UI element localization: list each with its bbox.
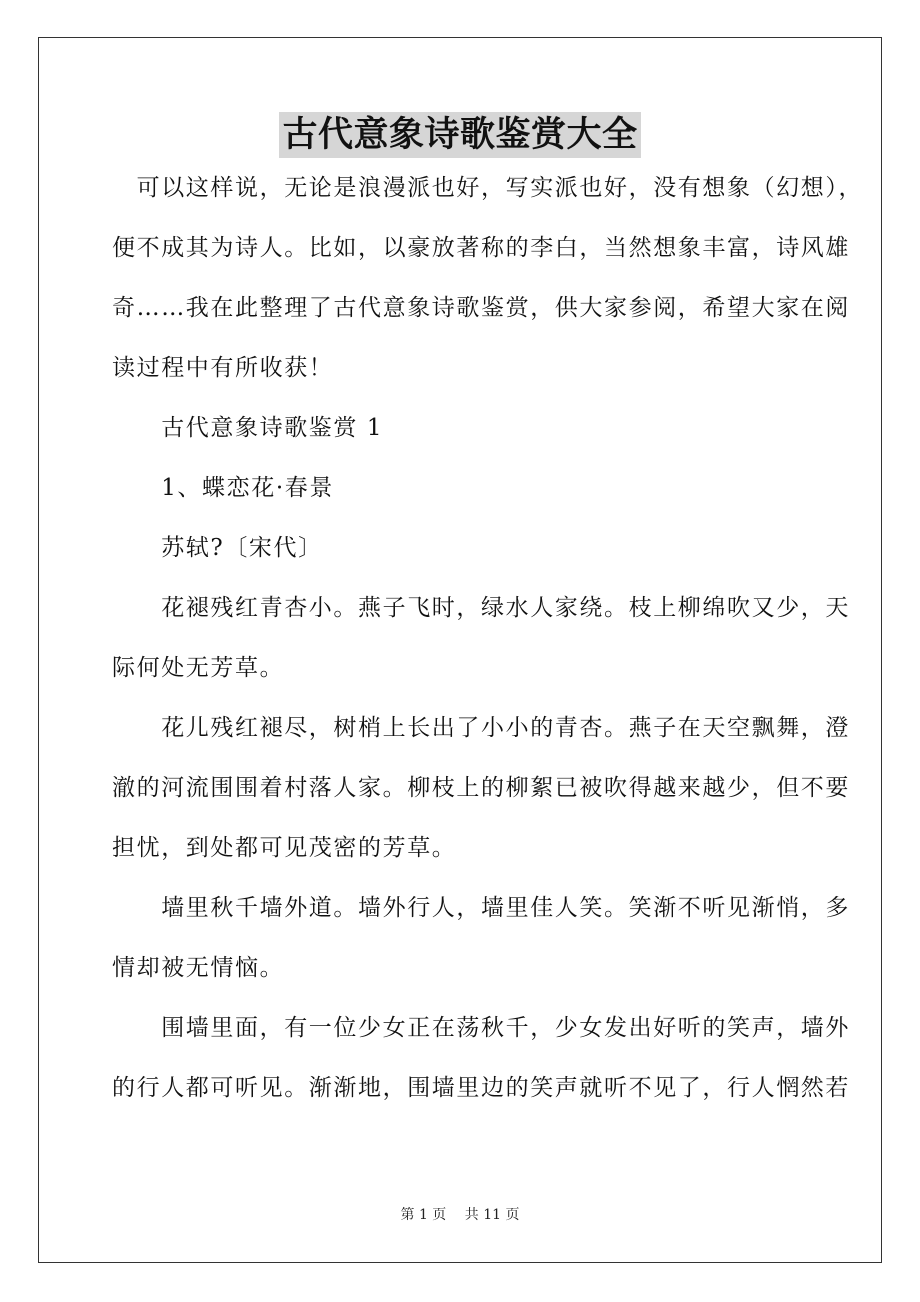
text-line: 澈的河流围围着村落人家。柳枝上的柳絮已被吹得越来越少，但不要: [112, 775, 850, 801]
text-line: 古代意象诗歌鉴赏 1: [112, 415, 384, 441]
title-container: [0, 112, 920, 158]
text-line: 花儿残红褪尽，树梢上长出了小小的青杏。燕子在天空飘舞，澄: [112, 715, 850, 741]
text-line: 围墙里面，有一位少女正在荡秋千，少女发出好听的笑声，墙外: [112, 1015, 850, 1041]
text-line: 担忧，到处都可见茂密的芳草。: [112, 835, 457, 861]
text-line: 可以这样说，无论是浪漫派也好，写实派也好，没有想象（幻想），: [112, 175, 864, 201]
translation-paragraph-1: [112, 698, 850, 878]
text-line: 读过程中有所收获！: [112, 355, 334, 381]
section-heading: [112, 398, 812, 458]
text-line: 苏轼?〔宋代〕: [112, 535, 323, 561]
page-number: 第 1 页 共 11 页: [400, 1207, 520, 1223]
poem-author: [112, 518, 812, 578]
text-line: 的行人都可听见。渐渐地，围墙里边的笑声就听不见了，行人惘然若: [112, 1075, 850, 1101]
text-line: 便不成其为诗人。比如，以豪放著称的李白，当然想象丰富，诗风雄: [112, 235, 850, 261]
document-title: 古代意象诗歌鉴赏大全: [279, 112, 640, 158]
poem-title: [112, 458, 812, 518]
poem-stanza-1: [112, 578, 850, 698]
page-footer: [0, 1204, 920, 1224]
poem-stanza-2: [112, 878, 850, 998]
text-line: 花褪残红青杏小。燕子飞时，绿水人家绕。枝上柳绵吹又少，天: [112, 595, 850, 621]
translation-paragraph-2: [112, 998, 850, 1118]
text-line: 情却被无情恼。: [112, 955, 285, 981]
intro-paragraph: [112, 158, 864, 398]
text-line: 际何处无芳草。: [112, 655, 285, 681]
text-line: 墙里秋千墙外道。墙外行人，墙里佳人笑。笑渐不听见渐悄，多: [112, 895, 850, 921]
text-line: 奇……我在此整理了古代意象诗歌鉴赏，供大家参阅，希望大家在阅: [112, 295, 850, 321]
text-line: 1、蝶恋花·春景: [112, 475, 334, 501]
